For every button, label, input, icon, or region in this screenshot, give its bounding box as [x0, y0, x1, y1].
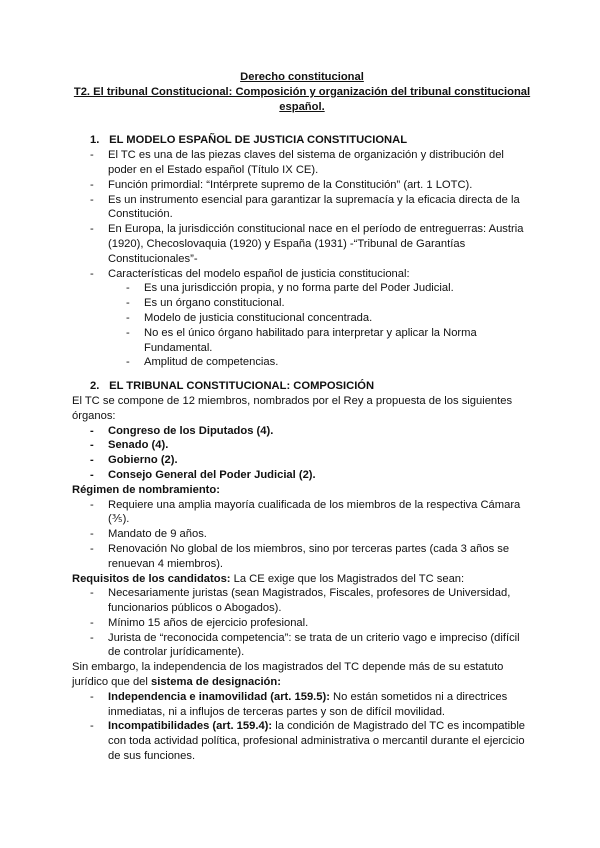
section-1-number: 1. — [90, 134, 100, 147]
document-subject: Derecho constitucional — [240, 71, 364, 83]
organs-list — [72, 424, 532, 483]
list-item: - En Europa, la jurisdicción constitucional nace en el período de entreguerras: Austria (1920), Checoslovaquia (1920) y España (1931) -“Tribunal de Garantías Constitucionales”- — [72, 222, 532, 266]
requisitos-list — [72, 586, 532, 660]
section-2-heading — [72, 379, 532, 394]
designacion-list — [72, 690, 532, 764]
list-item: - Requiere una amplia mayoría cualificada de los miembros de la respectiva Cámara (⅗). — [72, 498, 532, 528]
sub-list-item: - Es un órgano constitucional. — [72, 296, 532, 311]
list-item: - Independencia e inamovilidad (art. 159.5): No están sometidos ni a directrices inmediatas, ni a influjos de terceras partes y son de difícil movilidad. — [72, 690, 532, 720]
list-item: - Función primordial: “Intérprete supremo de la Constitución” (art. 1 LOTC). — [72, 178, 532, 193]
section-1-heading — [72, 133, 532, 148]
sub-list-item: - No es el único órgano habilitado para interpretar y aplicar la Norma Fundamental. — [72, 326, 532, 356]
document-page — [72, 70, 532, 764]
section-1-title: EL MODELO ESPAÑOL DE JUSTICIA CONSTITUCIONAL — [109, 134, 408, 147]
list-item: - Mínimo 15 años de ejercicio profesional. — [72, 616, 532, 631]
list-item: - Gobierno (2). — [72, 453, 532, 468]
section-2-title: EL TRIBUNAL CONSTITUCIONAL: COMPOSICIÓN — [109, 380, 375, 393]
list-item: - Consejo General del Poder Judicial (2). — [72, 468, 532, 483]
section-2-number: 2. — [90, 380, 100, 393]
sin-embargo-paragraph: Sin embargo, la independencia de los magistrados del TC depende más de su estatuto jurídico que del sistema de designación: — [72, 661, 504, 689]
sub-list-item: - Es una jurisdicción propia, y no forma parte del Poder Judicial. — [72, 281, 532, 296]
list-item: - El TC es una de las piezas claves del sistema de organización y distribución del poder en el Estado español (Título IX CE). — [72, 148, 532, 178]
sub-list-item: - Amplitud de competencias. — [72, 355, 532, 370]
list-item: - Congreso de los Diputados (4). — [72, 424, 532, 439]
spacer — [72, 370, 532, 379]
designacion-heading: sistema de designación: — [151, 676, 281, 689]
requisitos-intro: La CE exige que los Magistrados del TC sean: — [230, 572, 465, 585]
list-item: - Jurista de “reconocida competencia”: se trata de un criterio vago e impreciso (difícil de controlar jurídicamente). — [72, 631, 532, 661]
section-2-intro: El TC se compone de 12 miembros, nombrados por el Rey a propuesta de los siguientes órganos: — [72, 394, 513, 422]
list-item: - Incompatibilidades (art. 159.4): la condición de Magistrado del TC es incompatible con toda actividad política, profesional administrativa o mercantil durante el ejercicio de sus funciones. — [72, 719, 532, 763]
list-item: - Es un instrumento esencial para garantizar la supremacía y la eficacia directa de la Constitución. — [72, 193, 532, 223]
requisitos-heading: Requisitos de los candidatos: — [72, 572, 231, 585]
document-topic-title: T2. El tribunal Constitucional: Composición y organización del tribunal constitucional español. — [73, 85, 531, 113]
requisitos-paragraph — [72, 572, 532, 587]
list-item: - Renovación No global de los miembros, sino por terceras partes (cada 3 años se renuevan 4 miembros). — [72, 542, 532, 572]
list-item: - Senado (4). — [72, 438, 532, 453]
list-item: - Características del modelo español de justicia constitucional: — [72, 267, 532, 282]
regimen-heading: Régimen de nombramiento: — [72, 483, 220, 496]
regimen-list — [72, 498, 532, 572]
sub-list-item: - Modelo de justicia constitucional concentrada. — [72, 311, 532, 326]
list-item: - Necesariamente juristas (sean Magistrados, Fiscales, profesores de Universidad, funcionarios públicos o Abogados). — [72, 586, 532, 616]
list-item: - Mandato de 9 años. — [72, 527, 532, 542]
section-1-list — [72, 148, 532, 370]
